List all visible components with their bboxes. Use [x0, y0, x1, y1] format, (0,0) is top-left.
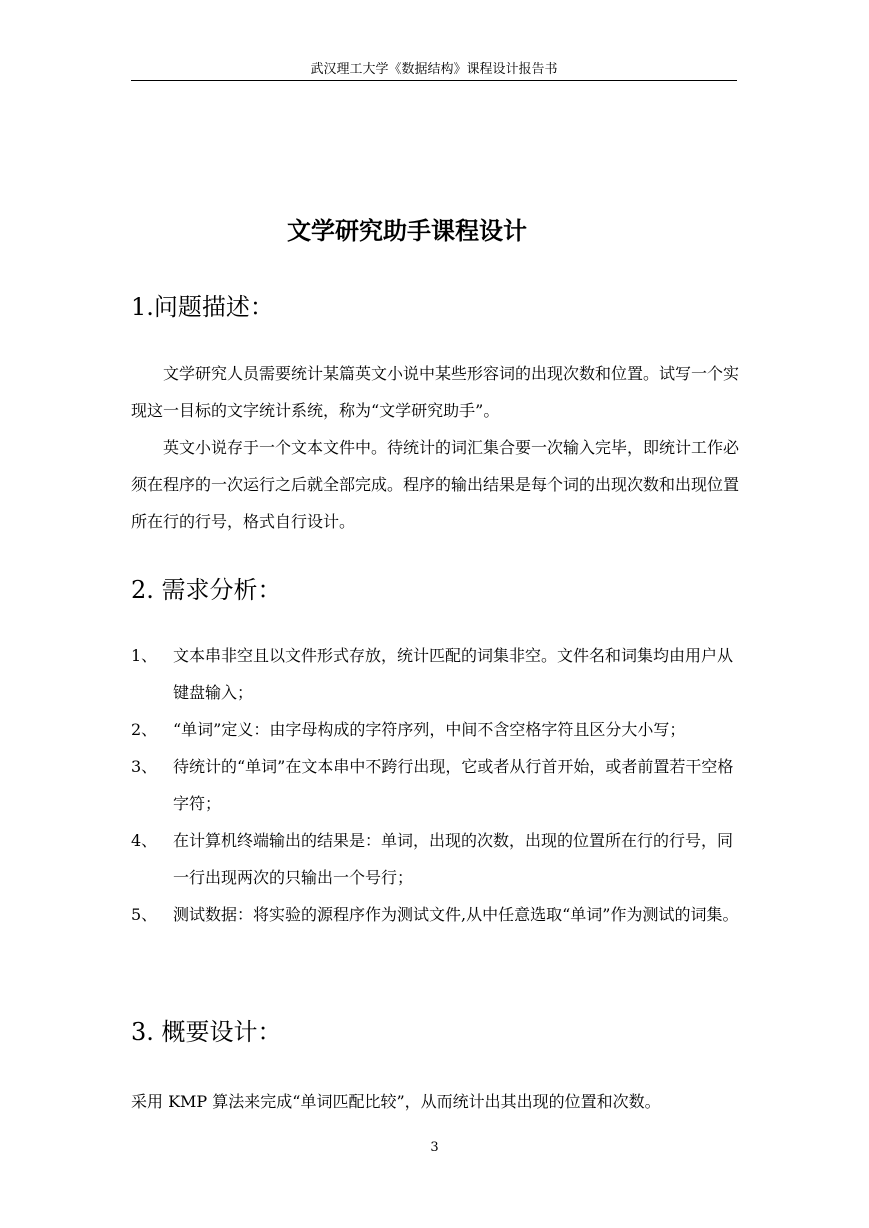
list-item	[131, 896, 739, 933]
list-item-number: 4、	[131, 831, 158, 850]
page-number: 3	[430, 1140, 439, 1155]
section-1-number: 1.	[131, 293, 154, 321]
requirements-list	[131, 637, 739, 933]
list-item-number: 2、	[131, 720, 158, 739]
list-item-number: 1、	[131, 646, 158, 665]
section-3-number: 3.	[131, 1018, 154, 1046]
list-item-text: 文本串非空且以文件形式存放，统计匹配的词集非空。文件名和词集均由用户从键盘输入；	[173, 646, 734, 702]
section-3-body: 采用 KMP 算法来完成“单词匹配比较”，从而统计出其出现的位置和次数。	[131, 1092, 661, 1111]
header-divider	[131, 80, 737, 81]
list-item-text: 在计算机终端输出的结果是：单词，出现的次数，出现的位置所在行的行号，同一行出现两次的只输出一个号行；	[173, 831, 734, 887]
list-item-text: 测试数据：将实验的源程序作为测试文件,从中任意选取“单词”作为测试的词集。	[173, 905, 739, 924]
section-2-heading	[131, 573, 282, 607]
list-item	[131, 637, 739, 711]
list-item-text: 待统计的“单词”在文本串中不跨行出现，它或者从行首开始，或者前置若干空格字符；	[173, 757, 734, 813]
list-item-number: 3、	[131, 757, 158, 776]
list-item	[131, 748, 739, 822]
section-3-heading	[131, 1015, 282, 1049]
section-2-number: 2.	[131, 576, 154, 604]
section-1-paragraph-2: 英文小说存于一个文本文件中。待统计的词汇集合要一次输入完毕，即统计工作必须在程序的一次运行之后就全部完成。程序的输出结果是每个词的出现次数和出现位置所在行的行号，格式自行设计。	[131, 438, 740, 531]
list-item-number: 5、	[131, 905, 158, 924]
section-2-title: 需求分析：	[161, 576, 282, 604]
section-1-paragraph-1: 文学研究人员需要统计某篇英文小说中某些形容词的出现次数和位置。试写一个实现这一目标的文字统计系统，称为“文学研究助手”。	[131, 364, 740, 420]
list-item	[131, 822, 739, 896]
section-3-title: 概要设计：	[161, 1018, 282, 1046]
section-1-heading	[131, 290, 274, 324]
running-header: 武汉理工大学《数据结构》课程设计报告书	[310, 62, 558, 77]
list-item-text: “单词”定义：由字母构成的字符序列，中间不含空格字符且区分大小写；	[173, 720, 686, 739]
list-item	[131, 711, 739, 748]
document-title: 文学研究助手课程设计	[287, 217, 527, 245]
section-1-title: 问题描述：	[153, 293, 274, 321]
